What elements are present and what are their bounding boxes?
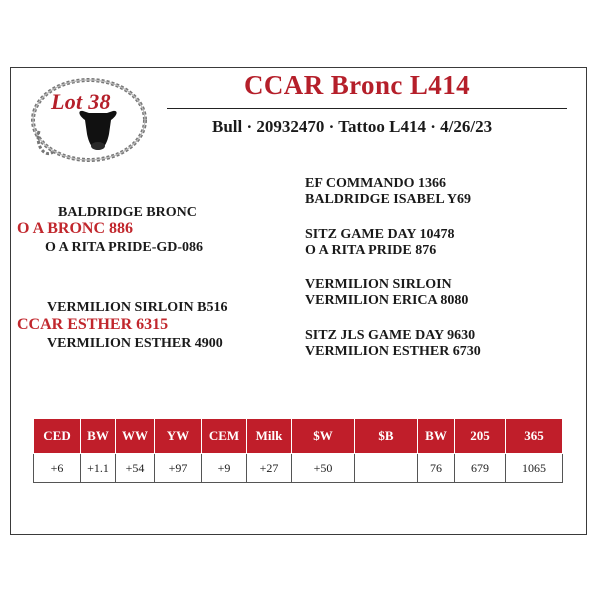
dam-dam: VERMILION ESTHER 4900 [47,336,223,351]
ss-sire: EF COMMANDO 1366 [305,176,447,191]
epd-value: +50 [292,454,355,483]
epd-value: +6 [34,454,81,483]
epd-header: 365 [506,419,563,454]
epd-value: +27 [247,454,292,483]
dam: CCAR ESTHER 6315 [17,316,169,333]
epd-value-row [34,454,563,483]
epd-header: Milk [247,419,292,454]
epd-header: WW [116,419,155,454]
epd-header: $B [355,419,418,454]
sire-sire: BALDRIDGE BRONC [58,205,197,220]
animal-details: Bull · 20932470 · Tattoo L414 · 4/26/23 [212,117,493,136]
epd-value: +9 [202,454,247,483]
ds-dam: VERMILION ERICA 8080 [305,293,469,308]
sd-dam: O A RITA PRIDE 876 [305,243,437,258]
title-divider [167,108,567,109]
bull-head-icon [79,111,116,150]
epd-table [33,418,563,483]
epd-header: CED [34,419,81,454]
epd-header: $W [292,419,355,454]
epd-header-row [34,419,563,454]
dd-dam: VERMILION ESTHER 6730 [305,344,481,359]
dam-sire: VERMILION SIRLOIN B516 [47,300,228,315]
epd-value: 679 [455,454,506,483]
epd-header: BW [81,419,116,454]
ss-dam: BALDRIDGE ISABEL Y69 [305,192,471,207]
epd-value [355,454,418,483]
ds-sire: VERMILION SIRLOIN [305,277,452,292]
sd-sire: SITZ GAME DAY 10478 [305,227,455,242]
epd-value: 76 [418,454,455,483]
epd-header: 205 [455,419,506,454]
epd-header: CEM [202,419,247,454]
sire-dam: O A RITA PRIDE-GD-086 [45,240,204,255]
epd-value: 1065 [506,454,563,483]
epd-header: BW [418,419,455,454]
sire: O A BRONC 886 [17,220,134,237]
epd-value: +54 [116,454,155,483]
dd-sire: SITZ JLS GAME DAY 9630 [305,328,476,343]
lot-number: Lot 38 [51,89,111,114]
epd-value: +97 [155,454,202,483]
epd-header: YW [155,419,202,454]
epd-value: +1.1 [81,454,116,483]
animal-name: CCAR Bronc L414 [244,70,471,100]
